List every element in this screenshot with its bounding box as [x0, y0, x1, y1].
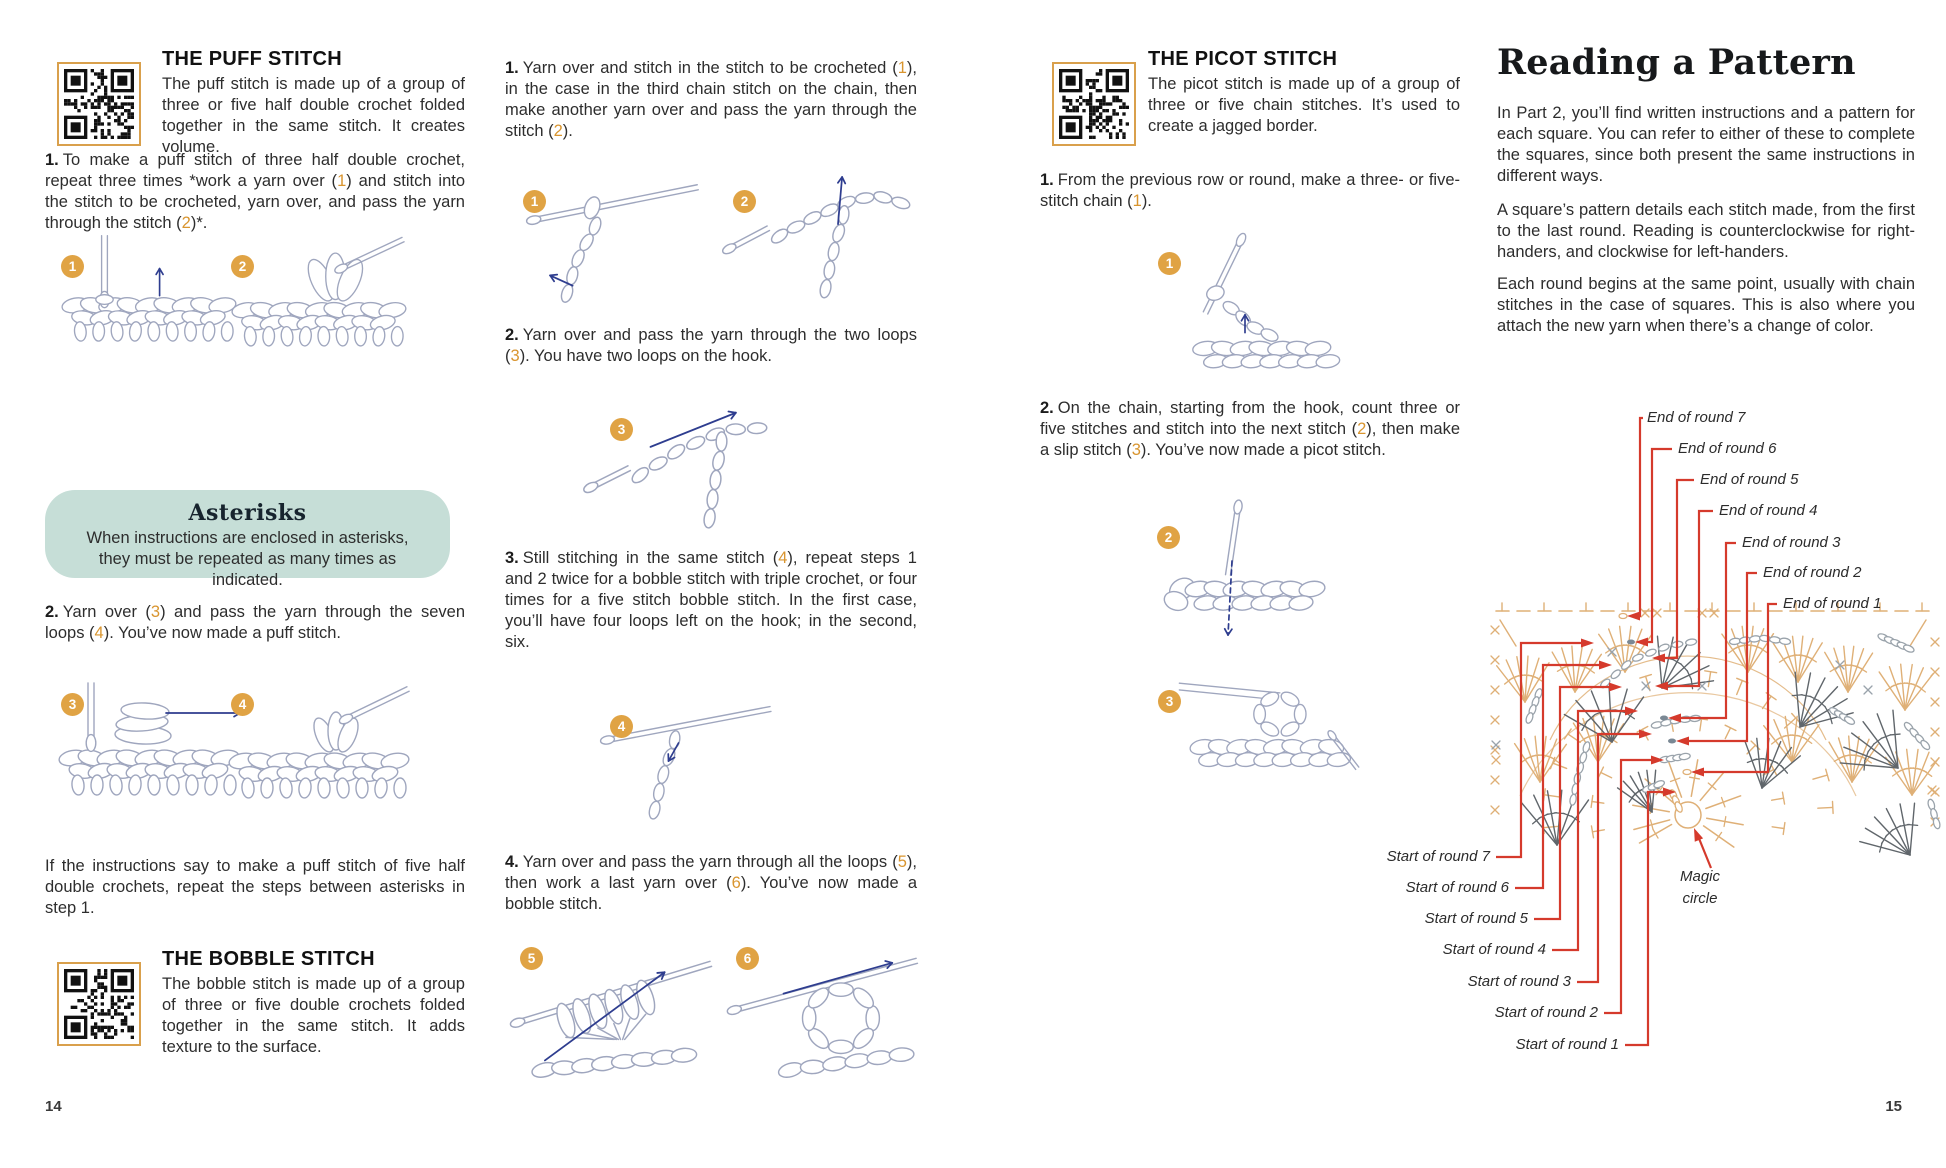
bobble-section-intro: The bobble stitch is made up of a group of three or five double crochets folded together in the same stitch. It adds texture to the surface. — [162, 975, 465, 1056]
puff-section-title: THE PUFF STITCH — [162, 48, 343, 70]
step-text: Yarn over and stitch in the stitch to be crocheted (1), in the case in the third chain stitch on the chain, then make another yarn over and pass the yarn through the stitch (2). — [505, 59, 917, 140]
start-of-round-5-label: Start of round 5 — [1424, 910, 1528, 927]
step-number: 2. — [45, 603, 59, 621]
puff-step-1 — [45, 150, 465, 234]
figure-badge: 1 — [1158, 252, 1181, 275]
step-text: From the previous row or round, make a three- or five-stitch chain (1). — [1040, 171, 1460, 210]
figure-badge: 3 — [610, 418, 633, 441]
puff-section-intro: The puff stitch is made up of a group of three or five half double crochet folded together in the same stitch. It creates volume. — [162, 75, 465, 156]
figure-badge: 4 — [610, 715, 633, 738]
reading-pattern-title: Reading a Pattern — [1497, 42, 1856, 83]
reading-paragraph-1: In Part 2, you’ll find written instructions and a pattern for each square. You can refer to either of these to complete the squares, since both present the same instructions in different ways. — [1497, 104, 1915, 185]
end-of-round-6-label: End of round 6 — [1678, 440, 1777, 457]
bobble-section-title: THE BOBBLE STITCH — [162, 948, 375, 970]
qr-code — [57, 962, 141, 1046]
step-number: 1. — [1040, 171, 1054, 189]
step-text: Yarn over and pass the yarn through all the loops (5), then work a last yarn over (6). You’ve now made a bobble stitch. — [505, 853, 917, 913]
page-number-left: 14 — [45, 1098, 62, 1115]
picot-figure-2 — [1140, 498, 1340, 658]
picot-step-2 — [1040, 398, 1460, 461]
bobble-figure-6 — [720, 930, 925, 1088]
picot-stitch-section-header — [1040, 48, 1460, 158]
picot-step-1 — [1040, 170, 1460, 212]
qr-code — [1052, 62, 1136, 146]
end-of-round-3-label: End of round 3 — [1742, 534, 1841, 551]
start-of-round-4-label: Start of round 4 — [1442, 941, 1546, 958]
bobble-stitch-section-header — [45, 948, 465, 1068]
start-of-round-2-label: Start of round 2 — [1494, 1004, 1598, 1021]
picot-section-intro: The picot stitch is made up of a group of three or five chain stitches. It’s used to create a jagged border. — [1148, 75, 1460, 135]
puff-figure-4 — [218, 668, 418, 828]
start-of-round-1-label: Start of round 1 — [1515, 1036, 1619, 1053]
end-of-round-2-label: End of round 2 — [1763, 564, 1862, 581]
puff-figure-2 — [218, 228, 418, 373]
qr-code — [57, 62, 141, 146]
step-text: Yarn over (3) and pass the yarn through the seven loops (4). You’ve now made a puff stitch. — [45, 603, 465, 642]
picot-figure-1 — [1140, 232, 1350, 380]
end-of-round-7-label: End of round 7 — [1647, 409, 1746, 426]
bobble-figure-1 — [505, 150, 710, 325]
figure-badge: 2 — [231, 255, 254, 278]
bobble-figure-4 — [560, 685, 805, 835]
step-text: Yarn over and pass the yarn through the two loops (3). You have two loops on the hook. — [505, 326, 917, 365]
figure-badge: 1 — [523, 190, 546, 213]
puff-step-2 — [45, 602, 465, 644]
step-number: 4. — [505, 853, 519, 871]
asterisks-title: Asterisks — [188, 500, 307, 526]
reading-paragraph-3: Each round begins at the same point, usually with chain stitches in the case of squares. This is also where you attach the new yarn when there’s a change of color. — [1497, 275, 1915, 335]
bobble-step-2 — [505, 325, 917, 367]
step-number: 3. — [505, 549, 519, 567]
reading-paragraph-2: A square’s pattern details each stitch made, from the first to the last round. Reading is counterclockwise for right-handers, and clockwise for left-handers. — [1497, 201, 1915, 261]
asterisks-callout — [45, 490, 450, 589]
figure-badge: 3 — [61, 693, 84, 716]
step-text: To make a puff stitch of three half double crochet, repeat three times *work a yarn over (1) and stitch into the stitch to be crocheted, yarn over, and pass the yarn through the stitch (2)*. — [45, 151, 466, 232]
magic-circle-label: Magic circle — [1679, 868, 1720, 907]
start-of-round-3-label: Start of round 3 — [1467, 973, 1571, 990]
step-text: Still stitching in the same stitch (4), repeat steps 1 and 2 twice for a bobble stitch with triple crochet, or four times for a five stitch bobble stitch. In the first case, you’ll have four loops left on the hook; in the second, six. — [505, 549, 917, 651]
step-number: 2. — [1040, 399, 1054, 417]
puff-stitch-section-header — [45, 48, 465, 158]
picot-figure-3 — [1140, 660, 1385, 805]
step-number: 2. — [505, 326, 519, 344]
figure-badge: 6 — [736, 947, 759, 970]
figure-badge: 3 — [1158, 690, 1181, 713]
page-number-right: 15 — [1885, 1098, 1902, 1115]
bobble-step-3 — [505, 548, 917, 653]
end-of-round-4-label: End of round 4 — [1719, 502, 1818, 519]
start-of-round-6-label: Start of round 6 — [1405, 879, 1509, 896]
bobble-figure-5 — [505, 930, 715, 1088]
bobble-step-4 — [505, 852, 917, 915]
figure-badge: 2 — [1157, 526, 1180, 549]
figure-badge: 1 — [61, 255, 84, 278]
bobble-step-1 — [505, 58, 917, 142]
figure-badge: 4 — [231, 693, 254, 716]
puff-outro: If the instructions say to make a puff stitch of five half double crochets, repeat the steps between asterisks in step 1. — [45, 857, 465, 917]
end-of-round-5-label: End of round 5 — [1700, 471, 1799, 488]
figure-badge: 2 — [733, 190, 756, 213]
step-text: On the chain, starting from the hook, count three or five stitches and stitch into the next stitch (2), then make a slip stitch (3). You’ve now made a picot stitch. — [1040, 399, 1460, 459]
bobble-figure-2 — [715, 150, 920, 325]
bobble-figure-3 — [560, 385, 805, 545]
figure-badge: 5 — [520, 947, 543, 970]
picot-section-title: THE PICOT STITCH — [1148, 48, 1338, 70]
step-number: 1. — [45, 151, 59, 169]
end-of-round-1-label: End of round 1 — [1783, 595, 1882, 612]
step-number: 1. — [505, 59, 519, 77]
asterisks-text: When instructions are enclosed in asterisks, they must be repeated as many times as indicated. — [86, 529, 409, 589]
start-of-round-7-label: Start of round 7 — [1386, 848, 1490, 865]
